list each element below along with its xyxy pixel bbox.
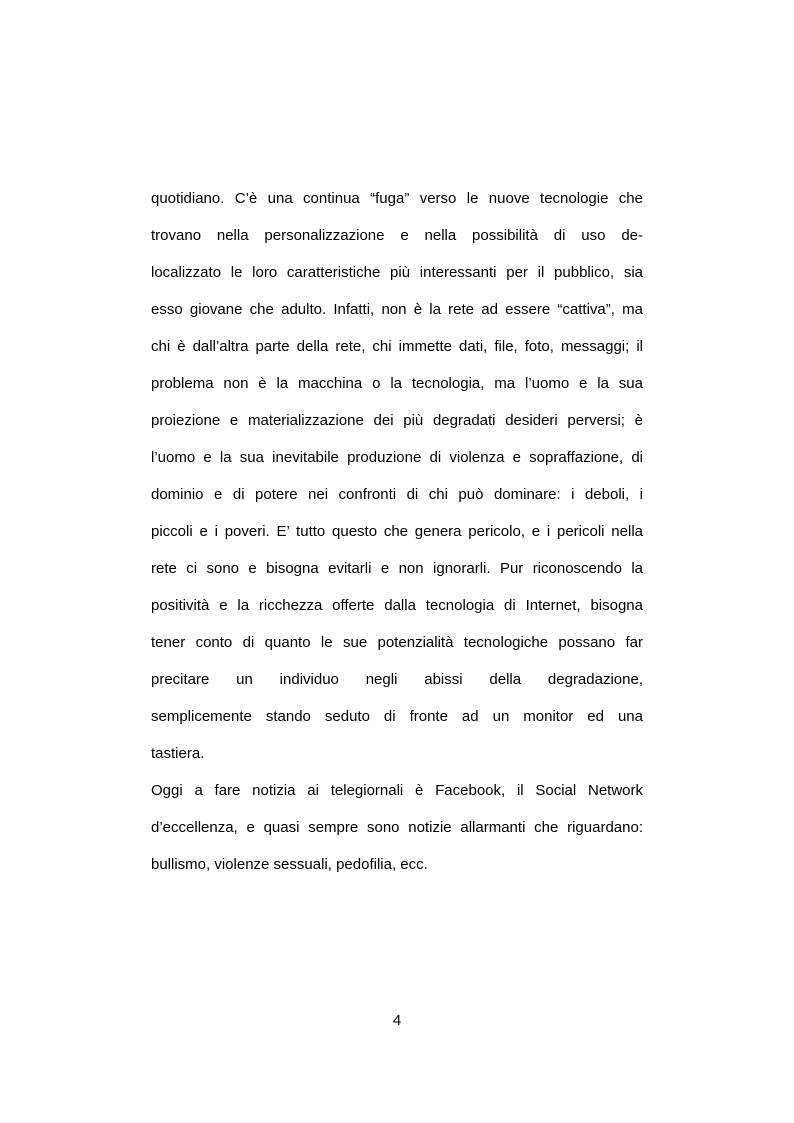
text-line: bullismo, violenze sessuali, pedofilia, ecc.: [151, 856, 428, 873]
text-line: piccoli e i poveri. E’ tutto questo che genera pericolo, e i pericoli nella: [151, 523, 643, 540]
text-line: positività e la ricchezza offerte dalla tecnologia di Internet, bisogna: [151, 597, 643, 614]
text-line: semplicemente stando seduto di fronte ad un monitor ed una: [151, 708, 643, 725]
text-line: localizzato le loro caratteristiche più interessanti per il pubblico, sia: [151, 264, 643, 281]
text-line: trovano nella personalizzazione e nella possibilità di uso de-: [151, 227, 643, 244]
text-line: tastiera.: [151, 745, 205, 762]
text-line: Oggi a fare notizia ai telegiornali è Facebook, il Social Network: [151, 782, 643, 799]
body-text: [151, 184, 643, 887]
text-line: problema non è la macchina o la tecnologia, ma l’uomo e la sua: [151, 375, 643, 392]
text-line: chi è dall’altra parte della rete, chi immette dati, file, foto, messaggi; il: [151, 338, 643, 355]
text-line: d’eccellenza, e quasi sempre sono notizie allarmanti che riguardano:: [151, 819, 643, 836]
text-line: dominio e di potere nei confronti di chi può dominare: i deboli, i: [151, 486, 643, 503]
text-line: quotidiano. C’è una continua “fuga” verso le nuove tecnologie che: [151, 190, 643, 207]
text-line: tener conto di quanto le sue potenzialità tecnologiche possano far: [151, 634, 643, 651]
text-line: rete ci sono e bisogna evitarli e non ignorarli. Pur riconoscendo la: [151, 560, 643, 577]
text-line: esso giovane che adulto. Infatti, non è la rete ad essere “cattiva”, ma: [151, 301, 643, 318]
text-line: precitare un individuo negli abissi della degradazione,: [151, 671, 643, 688]
text-line: l’uomo e la sua inevitabile produzione di violenza e sopraffazione, di: [151, 449, 643, 466]
text-line: proiezione e materializzazione dei più degradati desideri perversi; è: [151, 412, 643, 429]
page-number: 4: [392, 1012, 402, 1029]
